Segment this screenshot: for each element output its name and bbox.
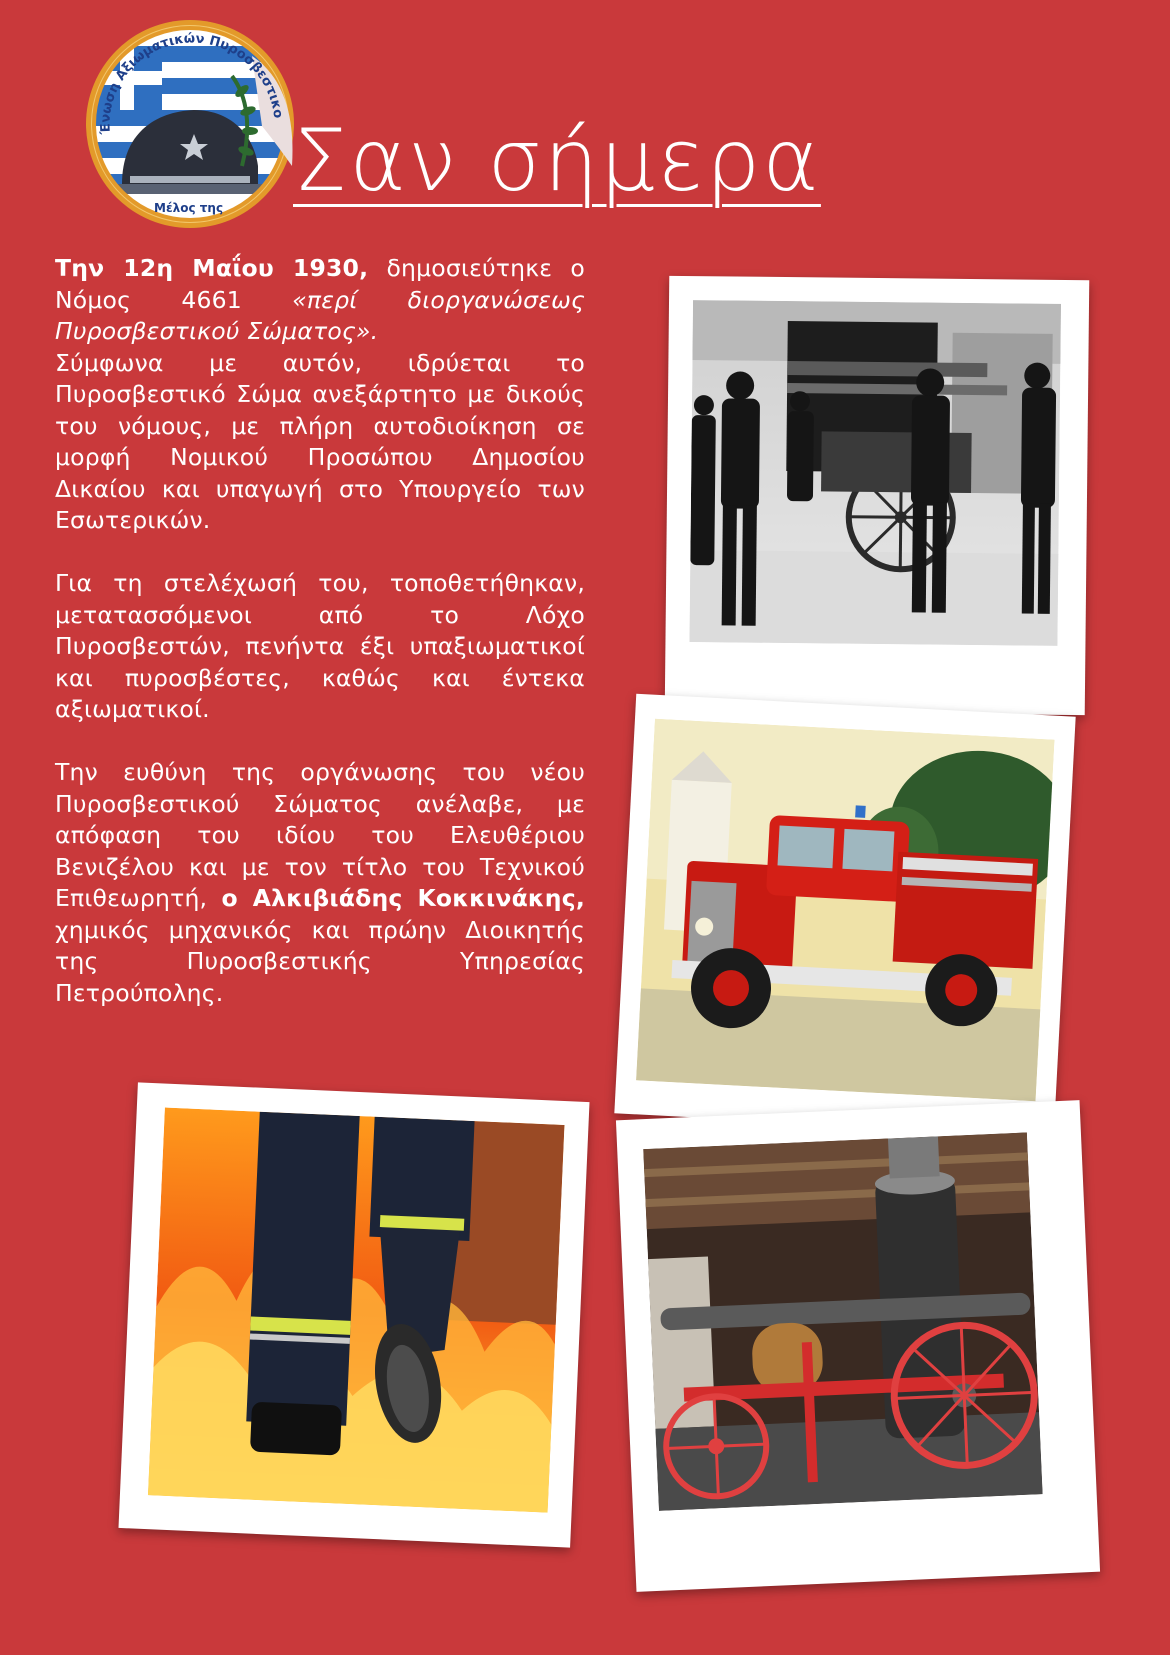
law-description: Σύμφωνα με αυτόν, ιδρύεται το Πυροσβεστικό Σώμα ανεξάρτητο με δικούς του νόμους, με πλήρη αυτοδιοίκηση σε μορφή Νομικού Προσώπου Δημοσίου Δικαίου και υπαγωγή στο Υπουργείο των Εσωτερικών. — [55, 348, 585, 534]
date-highlight: Την 12η Μαΐου 1930, — [55, 254, 369, 282]
leadership-lead-text: Την ευθύνη της οργάνωσης του νέου Πυροσβεστικού Σώματος ανέλαβε, με απόφαση του ιδίου του Ελευθέριου Βενιζέλου και με τον τίτλο του Τεχνικού Επιθεωρητή, — [55, 758, 585, 912]
photo-steam-fire-engine — [616, 1100, 1100, 1592]
logo-seal-icon — [82, 16, 302, 236]
logo-ring-text: Ένωση Αξιωματικών Πυροσβεστικο — [98, 31, 286, 135]
photo-vintage-firefighters — [665, 276, 1090, 715]
page-title: Σαν σήμερα — [293, 111, 821, 211]
photo-boots-in-flames — [118, 1082, 589, 1547]
fire-truck-photo-icon — [636, 719, 1054, 1101]
logo-bottom-text: Μέλος της — [154, 201, 224, 215]
law-lead-text: δημοσιεύτηκε ο Νόμος 4661 — [55, 254, 585, 314]
leadership-rest-text: χημικός μηχανικός και πρώην Διοικητής της Πυροσβεστικής Υπηρεσίας Πετρούπολης. — [55, 915, 585, 1007]
photo-red-fire-truck — [614, 694, 1075, 1136]
paragraph-staffing: Για τη στελέχωσή του, τοποθετήθηκαν, μετατασσόμενοι από το Λόχο Πυροσβεστών, πενήντα έξι υπαξιωματικοί και πυροσβέστες, καθώς και έντεκα αξιωματικοί. — [55, 569, 585, 723]
paragraph-law — [55, 253, 585, 537]
article-body — [55, 253, 585, 1041]
steam-fire-engine-photo-icon — [643, 1132, 1042, 1510]
paragraph-leadership — [55, 757, 585, 1009]
vintage-firefighters-photo-icon — [689, 300, 1061, 646]
firefighter-boots-flames-photo-icon — [148, 1108, 565, 1513]
union-logo — [82, 16, 302, 236]
law-title: «περί διοργανώσεως Πυροσβεστικού Σώματος». — [55, 285, 585, 345]
leader-name: ο Αλκιβιάδης Κοκκινάκης, — [221, 884, 585, 912]
